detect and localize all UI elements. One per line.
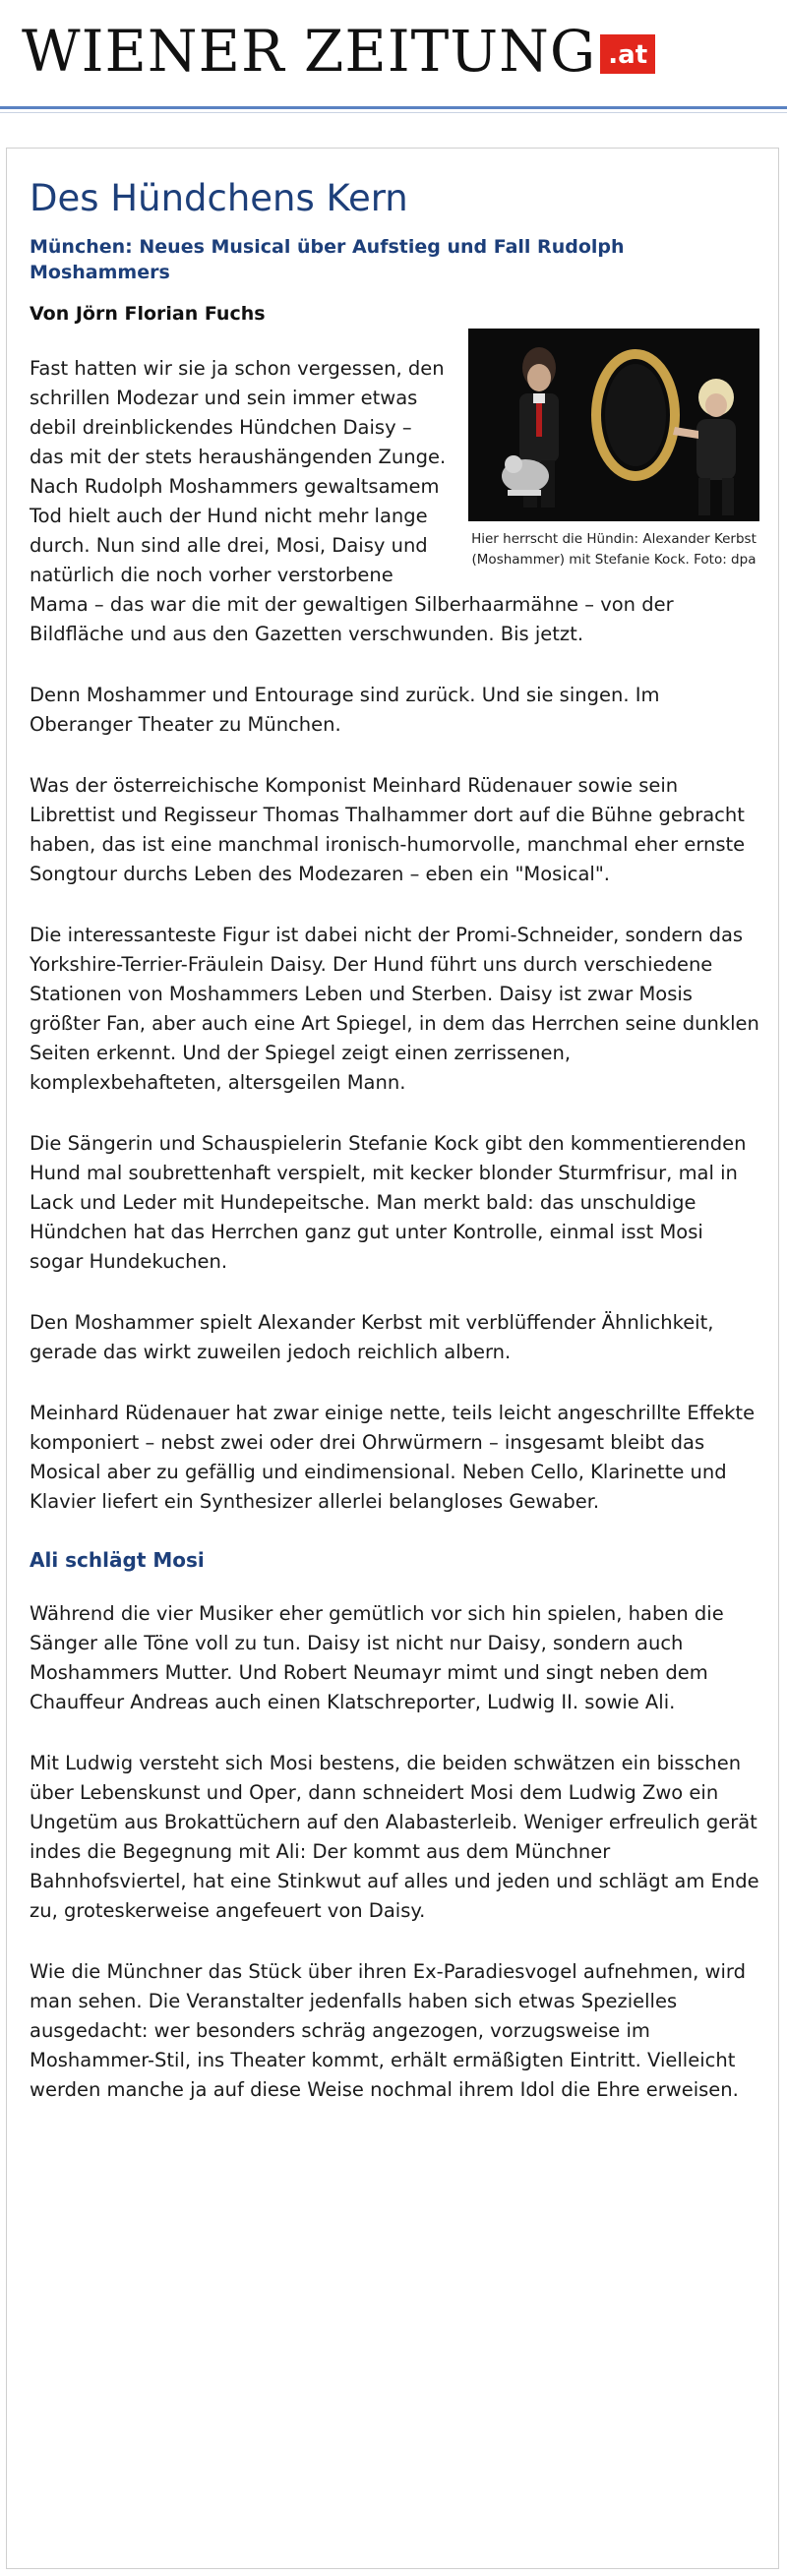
site-logo[interactable] [22,18,655,85]
article-subtitle: München: Neues Musical über Aufstieg und Fall Rudolph Moshammers [30,236,625,283]
header-divider-thin [0,112,787,113]
article-photo [468,329,759,521]
paragraph: Wie die Münchner das Stück über ihren Ex-Paradiesvogel aufnehmen, wird man sehen. Die Veranstalter jedenfalls haben sich etwas Spezielles ausgedacht: wer besonders schräg angezogen, vorzugsweise im Moshammer-Stil, ins Theater kommt, erhält ermäßigten Eintritt. Vielleicht werden manche ja auf diese Weise nochmal ihrem Idol die Ehre erweisen. [30,1960,746,2101]
article-title: Des Hündchens Kern [30,177,408,219]
paragraph: Meinhard Rüdenauer hat zwar einige nette, teils leicht angeschrillte Effekte komponiert – nebst zwei oder drei Ohrwürmern – insgesamt bleibt das Mosical aber zu gefällig und eindimensional. Neben Cello, Klarinette und Klavier liefert ein Synthesizer allerlei belangloses Gewaber. [30,1402,756,1513]
article-figure [468,329,759,570]
article-author: Von Jörn Florian Fuchs [30,303,266,325]
photo-caption: Hier herrscht die Hündin: Alexander Kerbst (Moshammer) mit Stefanie Kock. Foto: dpa [471,531,757,568]
header-divider [0,106,787,109]
paragraph: Mit Ludwig versteht sich Mosi bestens, die beiden schwätzen ein bisschen über Lebenskunst und Oper, dann schneidert Mosi dem Ludwig Zwo ein Ungetüm aus Brokattüchern auf den Alabasterleib. Weniger erfreulich gerät indes die Begegnung mit Ali: Der kommt aus dem Münchner Bahnhofsviertel, hat eine Stinkwut auf alles und jeden und schlägt am Ende zu, groteskerweise angefeuert von Daisy. [30,1752,759,1922]
paragraph: Fast hatten wir sie ja schon vergessen, den schrillen Modezar und sein immer etwas debil dreinblickendes Hündchen Daisy – das mit der stets heraushängenden Zunge. Nach Rudolph Moshammers gewaltsamem Tod hielt auch der Hund nicht mehr lange durch. Nun sind alle drei, Mosi, Daisy und natürlich die noch vorher verstorbene Mama – das war die mit der gewaltigen Silberhaarmähne – von der Bildfläche und aus den Gazetten verschwunden. Bis jetzt. [30,357,674,645]
paragraph: Die interessanteste Figur ist dabei nicht der Promi-Schneider, sondern das Yorkshire-Terrier-Fräulein Daisy. Der Hund führt uns durch verschiedene Stationen von Moshammers Leben und Sterben. Daisy ist zwar Mosis größter Fan, aber auch eine Art Spiegel, in dem das Herrchen seine dunklen Seiten erkennt. Und der Spiegel zeigt einen zerrissenen, komplexbehafteten, altersgeilen Mann. [30,924,759,1094]
stage-photo-illustration [468,329,759,521]
paragraph: Was der österreichische Komponist Meinhard Rüdenauer sowie sein Librettist und Regisseur Thomas Thalhammer dort auf die Bühne gebracht haben, das ist eine manchmal ironisch-humorvolle, manchmal eher ernste Songtour durchs Leben des Modezaren – eben ein "Mosical". [30,774,746,885]
paragraph: Während die vier Musiker eher gemütlich vor sich hin spielen, haben die Sänger alle Töne voll zu tun. Daisy ist nicht nur Daisy, sondern auch Moshammers Mutter. Und Robert Neumayr mimt und singt neben dem Chauffeur Andreas auch einen Klatschreporter, Ludwig II. sowie Ali. [30,1602,724,1713]
paragraph: Denn Moshammer und Entourage sind zurück. Und sie singen. Im Oberanger Theater zu München. [30,684,660,736]
paragraph: Die Sängerin und Schauspielerin Stefanie Kock gibt den kommentierenden Hund mal soubrettenhaft verspielt, mit kecker blonder Sturmfrisur, mal in Lack und Leder mit Hundepeitsche. Man merkt bald: das unschuldige Hündchen hat das Herrchen ganz gut unter Kontrolle, einmal isst Mosi sogar Hundekuchen. [30,1132,747,1273]
logo-text: WIENER ZEITUNG [22,18,597,85]
masthead [0,0,787,108]
article [30,177,759,2136]
logo-at-badge: .at [600,34,655,74]
section-heading: Ali schlägt Mosi [30,1548,205,1572]
paragraph: Den Moshammer spielt Alexander Kerbst mit verblüffender Ähnlichkeit, gerade das wirkt zuweilen jedoch reichlich albern. [30,1311,714,1363]
